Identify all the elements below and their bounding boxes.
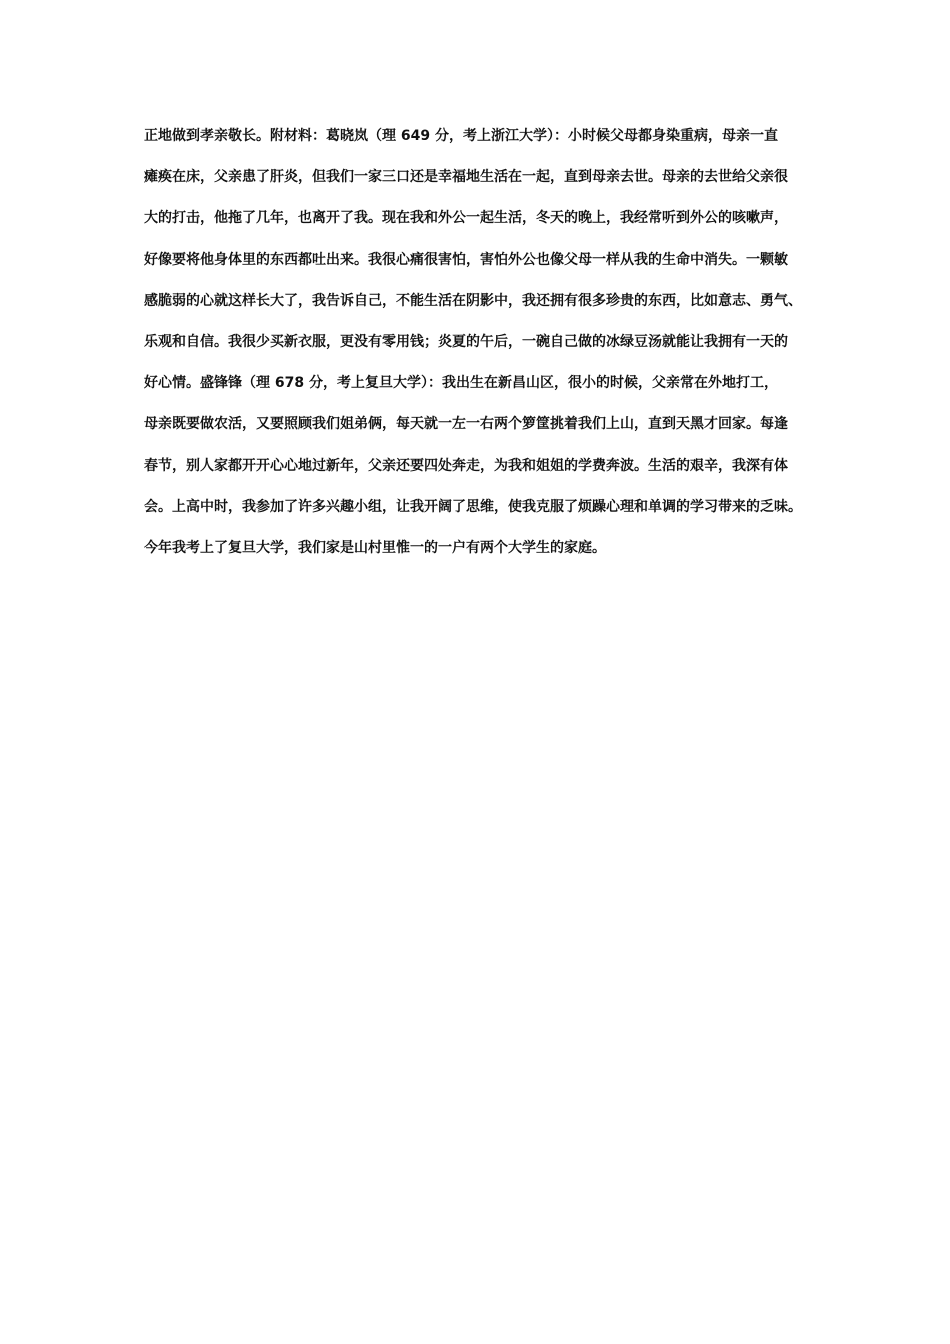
body-text: [144, 124, 824, 577]
text-line: 正地做到孝亲敬长。附材料：葛晓岚（理 649 分，考上浙江大学）：小时候父母都身染重病，母亲一直: [144, 128, 778, 144]
text-line: 大的打击，他拖了几年，也离开了我。现在我和外公一起生活，冬天的晚上，我经常听到外公的咳嗽声，: [144, 210, 788, 227]
text-line: 母亲既要做农活，又要照顾我们姐弟俩，每天就一左一右两个箩筐挑着我们上山，直到天黑才回家。每逢: [144, 416, 788, 433]
text-line: 乐观和自信。我很少买新衣服，更没有零用钱；炎夏的午后，一碗自己做的冰绿豆汤就能让我拥有一天的: [144, 333, 788, 350]
text-line: 好心情。盛锋锋（理 678 分，考上复旦大学）：我出生在新昌山区，很小的时候，父亲常在外地打工，: [144, 375, 778, 392]
text-line: 感脆弱的心就这样长大了，我告诉自己，不能生活在阴影中，我还拥有很多珍贵的东西，比如意志、勇气、: [144, 292, 802, 309]
text-line: 今年我考上了复旦大学，我们家是山村里惟一的一户有两个大学生的家庭。: [144, 539, 606, 556]
text-line: 好像要将他身体里的东西都吐出来。我很心痛很害怕，害怕外公也像父母一样从我的生命中消失。一颗敏: [144, 251, 788, 268]
text-line: 瘫痪在床，父亲患了肝炎，但我们一家三口还是幸福地生活在一起，直到母亲去世。母亲的去世给父亲很: [144, 169, 788, 186]
text-line: 春节，别人家都开开心心地过新年，父亲还要四处奔走，为我和姐姐的学费奔波。生活的艰辛，我深有体: [144, 457, 788, 474]
text-line: 会。上高中时，我参加了许多兴趣小组，让我开阔了思维，使我克服了烦躁心理和单调的学习带来的乏味。: [144, 498, 802, 515]
